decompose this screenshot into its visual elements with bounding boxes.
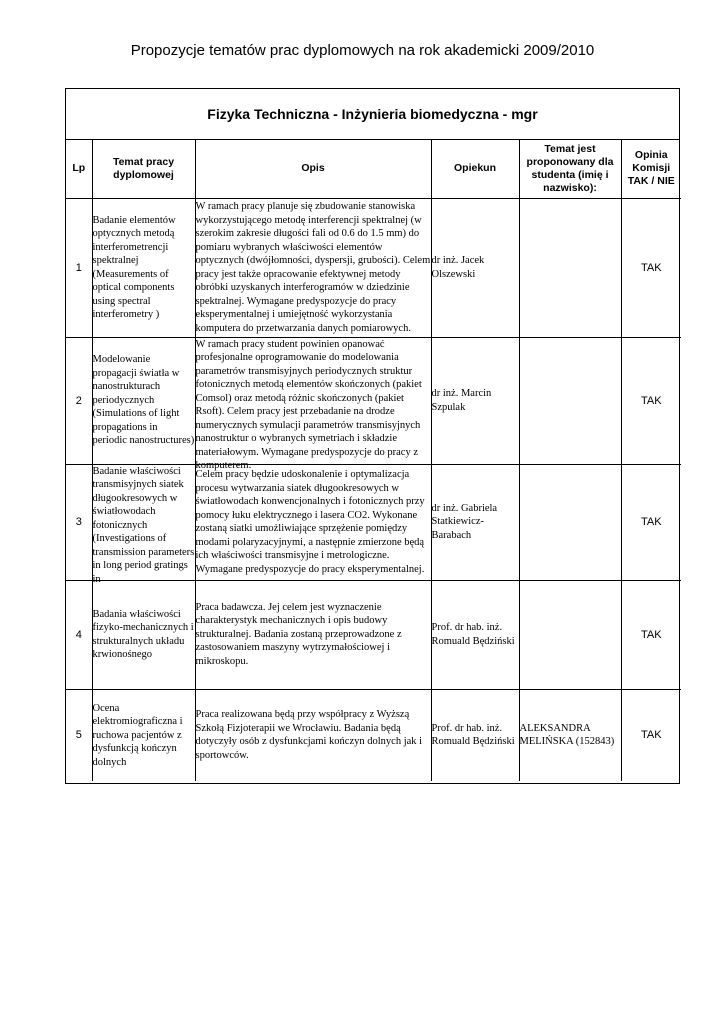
header-committee-text: Opinia Komisji TAK / NIE: [627, 149, 675, 188]
header-topic-text: Temat pracy dyplomowej: [112, 155, 175, 181]
row-description: Praca badawcza. Jej celem jest wyznaczenie charakterystyk mechanicznych i opis budowy strukturalnej. Badania zostaną przeprowadzone z zastosowaniem maszyny wytrzymałościowej i mikroskopu.: [195, 580, 431, 689]
row-topic: [92, 198, 195, 337]
header-committee: [621, 140, 681, 198]
row-description: [195, 198, 431, 337]
row-student: [519, 337, 621, 464]
row-supervisor: Prof. dr hab. inż. Romuald Będziński: [431, 689, 519, 781]
table-row: [66, 689, 681, 781]
row-committee: TAK: [621, 198, 681, 337]
row-supervisor: Prof. dr hab. inż. Romuald Będziński: [431, 580, 519, 689]
row-description-text: Celem pracy będzie udoskonalenie i optymalizacja procesu wytwarzania siatek długookresowych w światłowodach konwencjonalnych i fotonicznych przy pomocy łuku elektrycznego i lasera CO2. Wykonane zostaną siatki umożliwiające sprzężenie pomiędzy modami polaryzacyjnymi, a następnie zmierzone będą ich właściwości transmisyjne i metrologiczne. Wymagane predyspozycje do pracy eksperymentalnej.: [195, 469, 425, 575]
page-title: Propozycje tematów prac dyplomowych na rok akademicki 2009/2010: [130, 42, 595, 59]
row-committee: TAK: [621, 689, 681, 781]
row-student: [519, 580, 621, 689]
header-description: Opis: [195, 140, 431, 198]
topics-table-frame: [65, 88, 680, 784]
row-description-text: W ramach pracy student powinien opanować profesjonalne oprogramowanie do modelowania parametrów transmisyjnych periodycznych struktur fotonicznych metodą elementów skończonych (pakiet Comsol) oraz metodą różnic skończonych (pakiet Rsoft). Celem pracy jest przebadanie na drodze numerycznych symulacji parametrów transmisyjnych nanostruktur o wybranych symetriach i składzie materiałowym. Wymagane predyspozycje do pracy z komputerem.: [195, 338, 422, 471]
row-student: ALEKSANDRA MELIŃSKA (152843): [519, 689, 621, 781]
table-row: [66, 580, 681, 689]
row-description: Praca realizowana będą przy współpracy z Wyższą Szkołą Fizjoterapii we Wrocławiu. Badania będą dotyczyły osób z dysfunkcjami kończyn dolnych jak i sportowców.: [195, 689, 431, 781]
row-description: [195, 464, 431, 580]
row-lp: 4: [66, 580, 92, 689]
table-row: [66, 337, 681, 464]
row-student: [519, 464, 621, 580]
row-description-text: W ramach pracy planuje się zbudowanie stanowiska wykorzystującego metodę interferencji spektralnej (w szerokim zakresie długości fali od 0.6 do 1.5 mm) do pomiaru wybranych właściwości elementów optycznych (dwójłomności, dyspersji, grubości). Celem pracy jest także opracowanie efektywnej metody obróbki uzyskanych interferogramów w dziedzinie spektralnej. Wymagane predyspozycje do pracy eksperymentalnej i umiejętność wykorzystania komputera do przetwarzania danych pomiarowych.: [195, 201, 431, 334]
header-topic: [92, 140, 195, 198]
row-topic: [92, 337, 195, 464]
table-row: [66, 464, 681, 580]
row-topic: Ocena elektromiograficzna i ruchowa pacjentów z dysfunkcją kończyn dolnych: [92, 689, 195, 781]
row-lp: 3: [66, 464, 92, 580]
row-topic: [92, 464, 195, 585]
row-description: [195, 337, 431, 471]
row-topic-text: Modelowanie propagacji światła w nanostrukturach periodycznych (Simulations of light propagations in periodic nanostructures): [92, 354, 195, 447]
row-topic-text: Badanie właściwości transmisyjnych siatek długookresowych w światłowodach fotonicznych (Investigations of transmission parameters in long period gratings in: [92, 465, 195, 585]
header-student-text: Temat jest proponowany dla studenta (imię i nazwisko):: [526, 142, 614, 194]
row-supervisor: dr inż. Marcin Szpulak: [431, 337, 519, 464]
row-topic: Badania właściwości fizyko-mechanicznych i strukturalnych układu krwionośnego: [92, 580, 195, 689]
header-student: [519, 140, 621, 198]
row-committee: TAK: [621, 337, 681, 464]
row-supervisor: dr inż. Gabriela Statkiewicz-Barabach: [431, 464, 519, 580]
row-committee: TAK: [621, 464, 681, 580]
row-lp: 2: [66, 337, 92, 464]
row-supervisor: dr inż. Jacek Olszewski: [431, 198, 519, 337]
row-student: [519, 198, 621, 337]
program-title: Fizyka Techniczna - Inżynieria biomedyczna - mgr: [66, 89, 679, 140]
header-supervisor: Opiekun: [431, 140, 519, 198]
row-lp: 1: [66, 198, 92, 337]
table-row: [66, 198, 681, 337]
row-lp: 5: [66, 689, 92, 781]
header-lp: Lp: [66, 140, 92, 198]
topics-table: [66, 140, 681, 781]
row-committee: TAK: [621, 580, 681, 689]
row-topic-text: Badanie elementów optycznych metodą interferometrencji spektralnej (Measurements of optical components using spectral interferometry ): [92, 214, 176, 320]
header-row: [66, 140, 681, 198]
